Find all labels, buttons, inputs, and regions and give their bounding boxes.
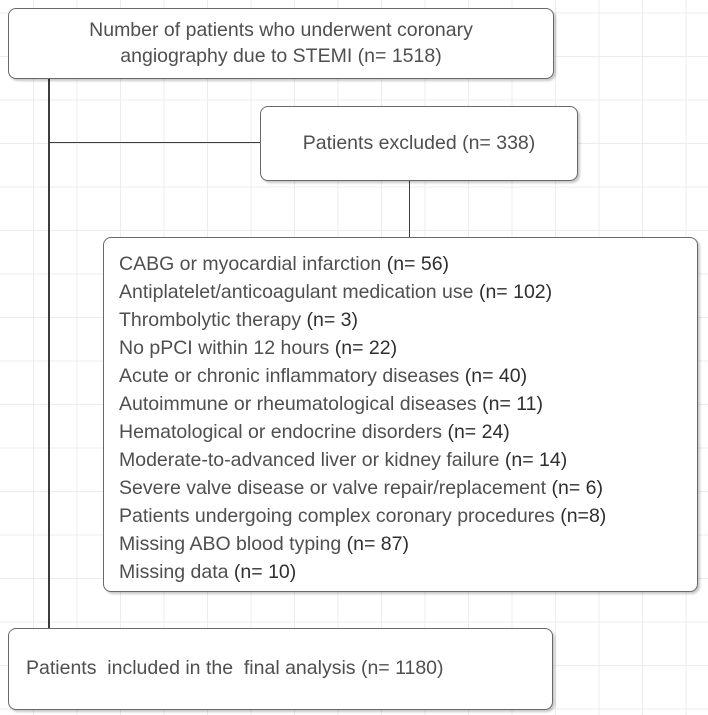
patients-excluded-box — [260, 106, 578, 181]
exclusion-count: (n= 11) — [482, 393, 544, 415]
connector-excluded-to-list — [409, 181, 411, 237]
exclusion-label: Patients undergoing complex coronary procedures — [119, 505, 555, 527]
exclusion-label: Antiplatelet/anticoagulant medication use — [119, 281, 474, 303]
exclusion-label: Missing data — [119, 561, 229, 583]
exclusion-count: (n= 56) — [386, 253, 450, 275]
exclusion-count: (n= 40) — [464, 365, 528, 387]
patients-included-text: Patients included in the final analysis (n= 1180) — [26, 657, 444, 680]
exclusion-count: (n= 3) — [306, 309, 359, 331]
exclusion-label: Hematological or endocrine disorders — [119, 421, 442, 443]
exclusion-count: (n= 24) — [447, 421, 510, 443]
exclusion-count: (n= 6) — [551, 477, 603, 499]
exclusion-item — [119, 418, 683, 446]
exclusion-item — [119, 250, 683, 278]
exclusion-reasons-box — [103, 237, 698, 592]
exclusion-count: (n= 102) — [478, 281, 553, 303]
exclusion-label: Acute or chronic inflammatory diseases — [119, 365, 460, 387]
exclusion-item — [119, 362, 683, 390]
connector-branch-to-excluded — [48, 142, 260, 144]
patients-excluded-text: Patients excluded (n= 338) — [302, 131, 536, 154]
exclusion-item — [119, 474, 683, 502]
total-patients-box — [8, 8, 554, 79]
exclusion-label: CABG or myocardial infarction — [119, 253, 382, 275]
exclusion-item — [119, 334, 683, 362]
connector-top-to-included — [48, 79, 50, 628]
patients-included-box — [8, 628, 553, 710]
exclusion-count: (n= 10) — [233, 561, 297, 583]
exclusion-count: (n= 22) — [334, 337, 398, 359]
exclusion-item — [119, 502, 683, 530]
exclusion-label: Missing ABO blood typing — [119, 533, 342, 555]
exclusion-item — [119, 446, 683, 474]
exclusion-label: Moderate-to-advanced liver or kidney failure — [119, 449, 500, 471]
exclusion-item — [119, 306, 683, 334]
exclusion-label: No pPCI within 12 hours — [119, 337, 330, 359]
exclusion-count: (n= 14) — [504, 449, 568, 471]
exclusion-item — [119, 390, 683, 418]
exclusion-item — [119, 278, 683, 306]
exclusion-label: Severe valve disease or valve repair/replacement — [119, 477, 547, 499]
total-patients-text: Number of patients who underwent coronary angiography due to STEMI (n= 1518) — [89, 18, 473, 67]
exclusion-label: Thrombolytic therapy — [119, 309, 302, 331]
exclusion-label: Autoimmune or rheumatological diseases — [119, 393, 477, 415]
exclusion-item — [119, 530, 683, 558]
exclusion-count: (n= 87) — [346, 533, 409, 555]
exclusion-item — [119, 558, 683, 586]
exclusion-count: (n=8) — [560, 505, 607, 527]
